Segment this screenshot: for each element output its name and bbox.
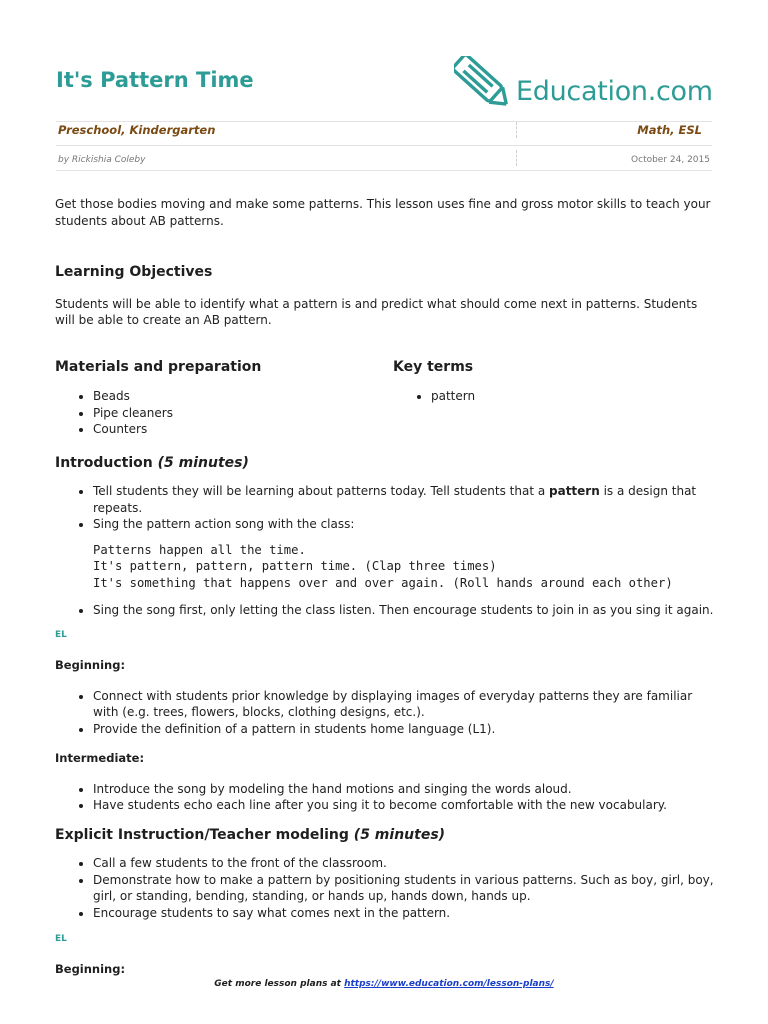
introduction-list bbox=[55, 483, 715, 533]
publish-date: October 24, 2015 bbox=[631, 155, 710, 165]
list-item: • Introduce the song by modeling the hand motions and singing the words aloud. bbox=[93, 781, 715, 798]
el-beginning-list bbox=[55, 688, 715, 738]
header-divider-top bbox=[56, 121, 712, 122]
list-item: • pattern bbox=[431, 388, 715, 405]
lesson-content bbox=[55, 196, 715, 977]
footer bbox=[0, 979, 768, 989]
explicit-instruction-duration: (5 minutes) bbox=[353, 826, 446, 843]
intro-item-1-end: is a design that repeats. bbox=[93, 484, 697, 515]
beginning-label: Beginning: bbox=[55, 961, 126, 976]
intro-item-1-start: Tell students they will be learning about patterns today. Tell students that a bbox=[93, 484, 549, 498]
song-line: It's pattern, pattern, pattern time. (Clap three times) bbox=[93, 559, 497, 573]
list-item: • Have students echo each line after you sing it to become comfortable with the new vocabulary. bbox=[93, 797, 715, 814]
song-lyrics bbox=[93, 542, 715, 592]
learning-objectives-heading: Learning Objectives bbox=[55, 264, 213, 280]
grade-levels: Preschool, Kindergarten bbox=[58, 123, 216, 137]
list-item: • Demonstrate how to make a pattern by positioning students in various patterns. Such as boy, girl, boy, girl, or standing, bending, standing, or hands up, hands down, hands up. bbox=[93, 872, 715, 905]
song-line: Patterns happen all the time. bbox=[93, 542, 306, 557]
key-terms-heading: Key terms bbox=[393, 358, 474, 375]
beginning-label: Beginning: bbox=[55, 658, 126, 672]
pattern-term: pattern bbox=[549, 484, 600, 498]
el-intermediate-list bbox=[55, 781, 715, 814]
list-item: • Beads bbox=[93, 388, 393, 405]
list-item: • Sing the song first, only letting the class listen. Then encourage students to join in as you sing it again. bbox=[93, 602, 715, 619]
header-column-separator-2 bbox=[516, 150, 517, 166]
list-item: • Sing the pattern action song with the class: bbox=[93, 516, 715, 533]
list-item: • Provide the definition of a pattern in students home language (L1). bbox=[93, 721, 715, 738]
learning-objectives-text: Students will be able to identify what a pattern is and predict what should come next in patterns. Students will be able to create an AB pattern. bbox=[55, 296, 698, 327]
footer-text: Get more lesson plans at bbox=[214, 979, 345, 989]
explicit-instruction-list bbox=[55, 855, 715, 921]
materials-column bbox=[55, 359, 393, 438]
list-item: • Call a few students to the front of the classroom. bbox=[93, 855, 715, 872]
materials-heading: Materials and preparation bbox=[55, 358, 262, 375]
key-terms-column bbox=[393, 359, 715, 438]
el-tag: EL bbox=[55, 629, 67, 640]
introduction-title: Introduction bbox=[55, 454, 153, 471]
explicit-instruction-heading bbox=[55, 827, 715, 844]
header-divider-bottom bbox=[56, 170, 712, 171]
key-terms-list bbox=[393, 388, 715, 405]
intro-paragraph: Get those bodies moving and make some patterns. This lesson uses fine and gross motor skills to teach your students about AB patterns. bbox=[55, 197, 711, 228]
introduction-list-continued bbox=[55, 602, 715, 619]
intermediate-label: Intermediate: bbox=[55, 751, 145, 765]
lesson-plans-link[interactable]: https://www.education.com/lesson-plans/ bbox=[344, 979, 554, 989]
logo-text: Education.com bbox=[516, 76, 713, 107]
author: by Rickishia Coleby bbox=[58, 155, 146, 165]
list-item bbox=[93, 483, 715, 516]
education-logo[interactable] bbox=[454, 56, 716, 116]
song-line: It's something that happens over and over again. (Roll hands around each other) bbox=[93, 575, 673, 590]
subject-tags: Math, ESL bbox=[637, 123, 702, 137]
page-title: It's Pattern Time bbox=[56, 68, 254, 92]
list-item: • Encourage students to say what comes next in the pattern. bbox=[93, 905, 715, 922]
list-item: • Counters bbox=[93, 421, 393, 438]
introduction-heading bbox=[55, 455, 715, 472]
explicit-instruction-title: Explicit Instruction/Teacher modeling bbox=[55, 826, 349, 843]
materials-list bbox=[55, 388, 393, 438]
el-tag: EL bbox=[55, 934, 67, 944]
introduction-duration: (5 minutes) bbox=[157, 454, 249, 471]
materials-and-terms bbox=[55, 359, 715, 438]
header-column-separator bbox=[516, 122, 517, 138]
header-divider-middle bbox=[56, 145, 712, 146]
list-item: • Connect with students prior knowledge by displaying images of everyday patterns they are familiar with (e.g. trees, flowers, blocks, clothing designs, etc.). bbox=[93, 688, 715, 721]
list-item: • Pipe cleaners bbox=[93, 405, 393, 422]
pencil-logo-icon bbox=[454, 56, 514, 112]
